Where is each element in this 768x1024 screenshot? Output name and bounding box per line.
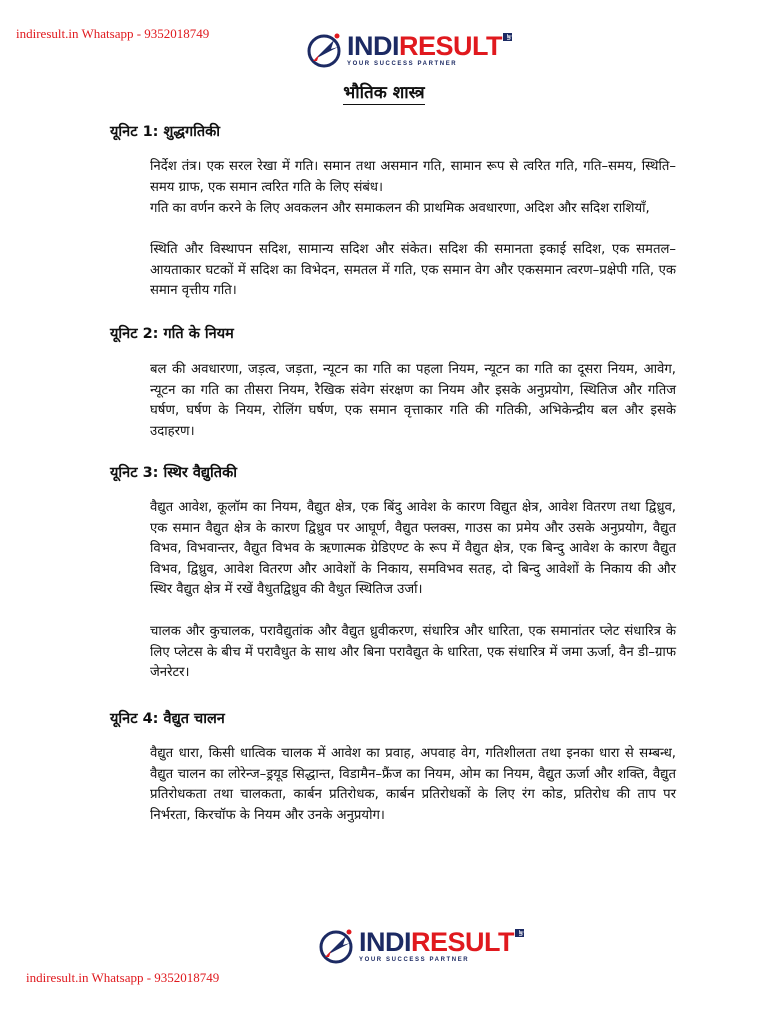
unit-2-heading: यूनिट 2: गति के नियम bbox=[110, 326, 234, 342]
logo-bottom bbox=[316, 926, 524, 966]
logo-wordmark bbox=[359, 929, 524, 956]
logo-word-part2: RESULT bbox=[399, 31, 502, 61]
logo-badge: .in bbox=[505, 34, 511, 40]
logo-tagline: YOUR SUCCESS PARTNER bbox=[347, 61, 458, 67]
logo-wordmark bbox=[347, 33, 512, 60]
logo-badge: .in bbox=[517, 930, 523, 936]
unit-1-heading: यूनिट 1: शुद्धगतिकी bbox=[110, 124, 221, 140]
logo-word-part2: RESULT bbox=[411, 927, 514, 957]
watermark-bottom: indiresult.in Whatsapp - 9352018749 bbox=[26, 970, 220, 985]
logo-word-part1: INDI bbox=[347, 31, 399, 61]
watermark-top: indiresult.in Whatsapp - 9352018749 bbox=[16, 26, 210, 41]
logo-tagline: YOUR SUCCESS PARTNER bbox=[359, 957, 470, 963]
unit-1-paragraph-1: निर्देश तंत्र। एक सरल रेखा में गति। समान तथा असमान गति, सामान रूप से त्वरित गति, गति–समय, स्थिति–समय ग्राफ, एक समान त्वरित गति के लिए संबंध। bbox=[150, 159, 676, 195]
logo-top bbox=[304, 30, 512, 70]
unit-4-heading: यूनिट 4: वैद्युत चालन bbox=[110, 711, 225, 727]
unit-4-paragraph-1: वैद्युत धारा, किसी धात्विक चालक में आवेश का प्रवाह, अपवाह वेग, गतिशीलता तथा इनका धारा से सम्बन्ध, वैद्युत चालन का लोरेन्ज–ड्रयूड सिद्धान्त, विडामैन–फ्रैंज का नियम, ओम का नियम, वैद्युत ऊर्जा और शक्ति, वैद्युत प्रतिरोधकता तथा चालकता, कार्बन प्रतिरोधक, कार्बन प्रतिरोधकों के लिए रंग कोड, प्रतिरोध की ताप पर निर्भरता, किरचॉफ के नियम और उनके अनुप्रयोग। bbox=[150, 746, 676, 823]
rocket-logo-icon bbox=[316, 926, 356, 966]
logo-word-part1: INDI bbox=[359, 927, 411, 957]
unit-3-heading: यूनिट 3: स्थिर वैद्युतिकी bbox=[110, 465, 237, 481]
unit-3-paragraph-1: वैद्युत आवेश, कूलॉम का नियम, वैद्युत क्षेत्र, एक बिंदु आवेश के कारण विद्युत क्षेत्र, आवेश वितरण तथा द्विध्रुव, एक समान वैद्युत क्षेत्र के कारण द्विध्रुव पर आघूर्ण, वैद्युत फ्लक्स, गाउस का प्रमेय और उसके अनुप्रयोग, वैद्युत विभव, विभवान्तर, वैद्युत विभव के ऋणात्मक ग्रेडिएण्ट के रूप में वैद्युत क्षेत्र, एक बिन्दु आवेश के कारण वैद्युत विभव, द्विध्रुव, आवेश वितरण और आवेशों के निकाय, समविभव सतह, दो बिन्दु आवेशों के निकाय की और स्थिर वैद्युत क्षेत्र में रखें वैधुतद्विध्रुव की वैधुत स्थितिज उर्जा। bbox=[150, 500, 676, 598]
unit-2-paragraph-1: बल की अवधारणा, जड़त्व, जड़ता, न्यूटन का गति का पहला नियम, न्यूटन का गति का दूसरा नियम, आवेग, न्यूटन का गति का तीसरा नियम, रैखिक संवेग संरक्षण का नियम और इसके अनुप्रयोग, स्थितिज और गतिज घर्षण, घर्षण के नियम, रोलिंग घर्षण, एक समान वृत्ताकार गति की गतिकी, अभिकेन्द्रीय बल और इसके उदाहरण। bbox=[150, 362, 676, 439]
page-title bbox=[0, 82, 768, 104]
unit-3-paragraph-2: चालक और कुचालक, परावैद्युतांक और वैद्युत ध्रुवीकरण, संधारित्र और धारिता, एक समानांतर प्लेट संधारित्र के लिए प्लेटस के बीच में परावैधुत के साथ और बिना परावैद्युत के धारिता, एक संधारित्र में जमा ऊर्जा, वैन डी–ग्राफ जेनरेटर। bbox=[150, 624, 676, 681]
rocket-logo-icon bbox=[304, 30, 344, 70]
unit-1-paragraph-2: गति का वर्णन करने के लिए अवकलन और समाकलन की प्राथमिक अवधारणा, अदिश और सदिश राशियाँ, bbox=[150, 201, 650, 216]
page-title-text: भौतिक शास्त्र bbox=[343, 83, 425, 103]
unit-1-paragraph-3: स्थिति और विस्थापन सदिश, सामान्य सदिश और संकेत। सदिश की समानता इकाई सदिश, एक समतल–आयताकार घटकों में सदिश का विभेदन, समतल में गति, एक समान वेग और एकसमान त्वरण–प्रक्षेपी गति, एक समान वृत्तीय गति। bbox=[150, 242, 676, 299]
